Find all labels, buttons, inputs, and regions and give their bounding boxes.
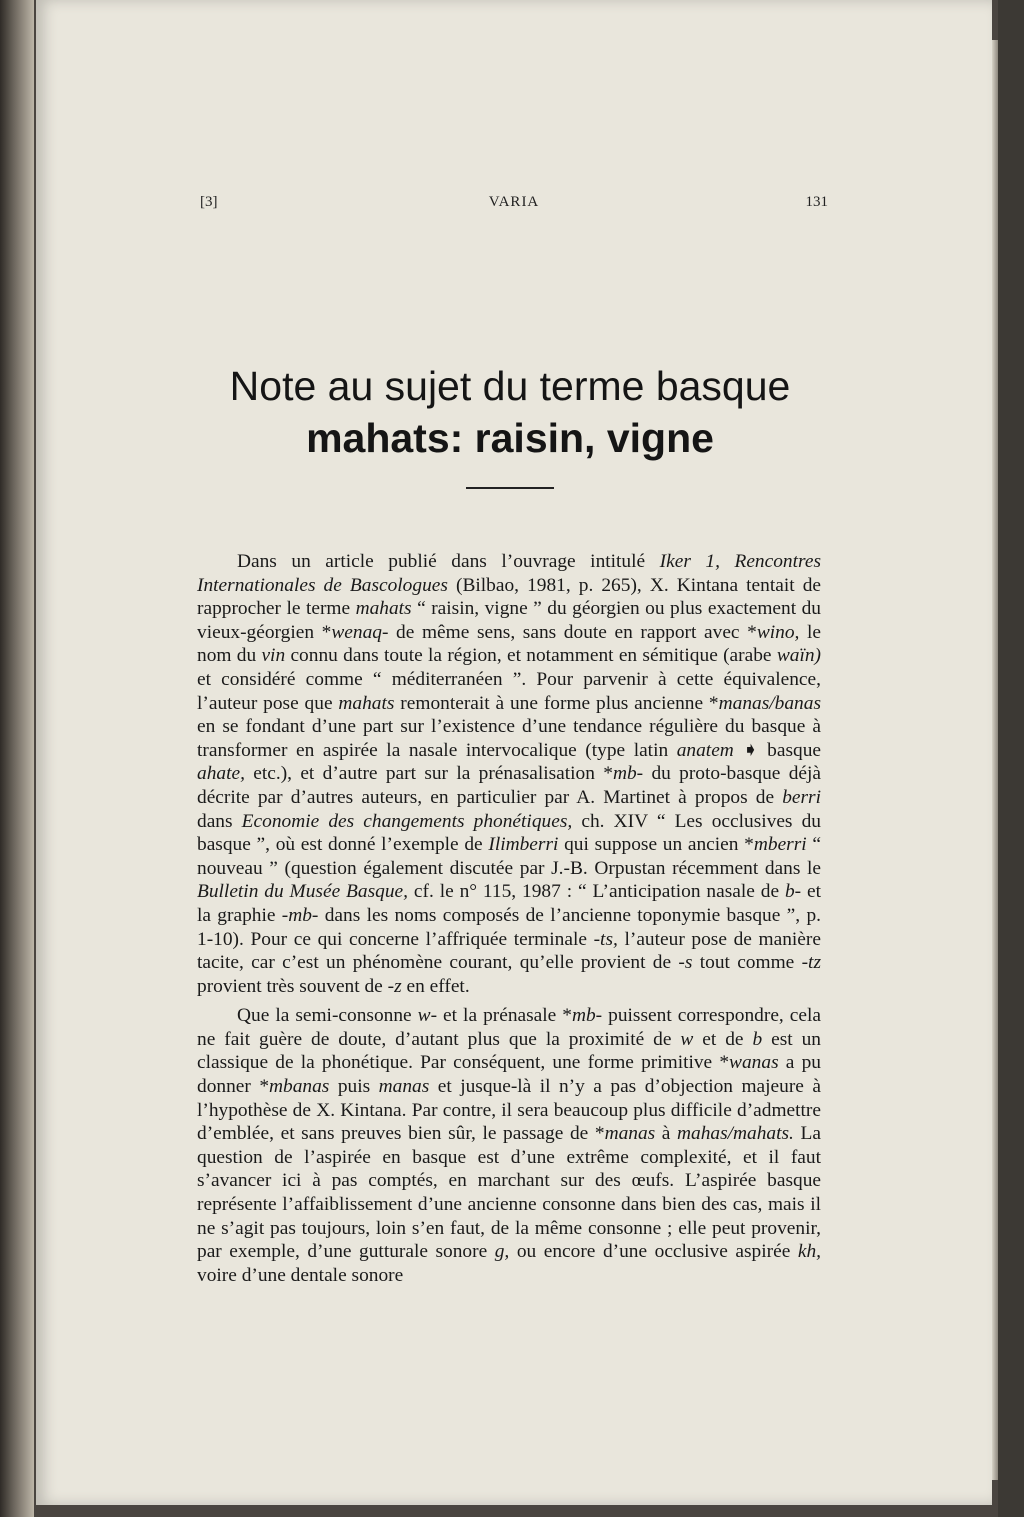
paragraph-2 [197, 1004, 821, 1287]
section-number: [3] [200, 194, 218, 210]
text-run: et la graphie [197, 881, 821, 926]
italic-term: manas [378, 1076, 430, 1098]
text-run: a pu donner * [197, 1052, 821, 1098]
text-run: Dans un article publié dans l’ouvrage intitulé [237, 551, 660, 572]
italic-term: wenaq- [331, 621, 389, 643]
italic-term: anatem [676, 739, 734, 761]
text-run: et de [693, 1028, 753, 1050]
italic-term: mahats [338, 692, 395, 714]
italic-term: mahas/mahats. [677, 1123, 794, 1145]
italic-term: ahate, [197, 763, 245, 785]
text-run: La question de l’aspirée en basque est d’une extrême complexité, et il faut s’avancer ici à pas comptés, en marchant sur des œufs. L’aspirée basque représente l’affaiblissement d’une ancienne consonne dans bien des cas, mais il ne s’agit pas toujours, loin s’en faut, de la même consonne ; elle peut provenir, par exemple, d’une gutturale sonore [197, 1123, 821, 1263]
text-run: du proto-basque déjà décrite par d’autres auteurs, en particulier par A. Martinet à propos de [197, 763, 821, 808]
text-run: et jusque-là il n’y a pas d’objection majeure à l’hypothèse de X. Kintana. Par contre, il sera beaucoup plus difficile d’admettre d’emblée, et sans preuves bien sûr, le passage de * [197, 1076, 821, 1145]
italic-term: Economie des changements phonétiques, [241, 810, 573, 832]
italic-term: -z [387, 975, 402, 997]
italic-term: wanas [729, 1052, 779, 1074]
italic-term: -s [678, 952, 693, 974]
italic-term: berri [782, 786, 821, 808]
italic-term: g, [494, 1241, 510, 1263]
text-run: est un classique de la phonétique. Par conséquent, une forme primitive * [197, 1028, 821, 1074]
italic-term: -ts, [593, 928, 618, 950]
italic-term: mberri [753, 834, 807, 856]
text-run: en se fondant d’une part sur l’existence d’une tendance régulière du basque à transformer en aspirée la nasale intervocalique (type latin [197, 716, 821, 761]
text-run: Que la semi-consonne [237, 1005, 418, 1027]
text-run: provient très souvent de [197, 975, 388, 997]
title-line-2: mahats: raisin, vigne [306, 415, 714, 461]
title-rule [466, 487, 554, 489]
text-run: ➧ basque [733, 739, 822, 761]
italic-term: kh, [797, 1241, 821, 1263]
background-right [998, 0, 1024, 1517]
italic-term: manas/banas [718, 692, 821, 714]
text-run: etc.), et d’autre part sur la prénasalisation * [244, 763, 613, 785]
text-run: dans les noms composés de l’ancienne toponymie basque ”, p. 1-10). Pour ce qui concerne l’affriquée terminale [197, 904, 821, 950]
italic-term: mahats [355, 598, 412, 620]
italic-term: Iker 1, Rencontres Internationales de Bascologues [197, 551, 821, 596]
text-run: à [655, 1123, 678, 1145]
italic-term: vin [261, 645, 286, 667]
italic-term: mb- [612, 763, 644, 785]
title-line-1: Note au sujet du terme basque [229, 363, 791, 409]
text-run: le nom du [197, 621, 822, 667]
article-body [197, 550, 821, 1287]
text-run: remonterait à une forme plus ancienne * [394, 692, 719, 714]
text-run: voire d’une dentale sonore [197, 1264, 404, 1286]
text-run: puis [329, 1076, 379, 1098]
italic-term: mb- [571, 1005, 603, 1027]
text-run: “ raisin, vigne ” du géorgien ou plus exactement du vieux-géorgien * [197, 598, 821, 643]
text-run: “ nouveau ” (question également discutée par J.-B. Orpustan récemment dans le [197, 834, 821, 879]
italic-term: waïn) [776, 645, 821, 667]
text-run: et considéré comme “ méditerranéen ”. Pour parvenir à cette équivalence, l’auteur pose que [197, 668, 821, 714]
text-run: cf. le n° 115, 1987 : “ L’anticipation nasale de [408, 881, 785, 903]
text-run: ch. XIV “ Les occlusives du basque ”, où est donné l’exemple de [197, 810, 821, 856]
text-run: l’auteur pose de manière tacite, car c’est un phénomène courant, qu’elle provient de [197, 928, 821, 974]
italic-term: mbanas [269, 1076, 330, 1098]
text-run: qui suppose un ancien * [558, 834, 754, 856]
page-number: 131 [805, 194, 828, 210]
facing-page-edge [0, 0, 34, 1517]
italic-term: Bulletin du Musée Basque, [197, 881, 408, 903]
italic-term: b- [784, 881, 802, 903]
italic-term: -mb- [281, 904, 319, 926]
text-run: dans [197, 810, 242, 832]
text-run: en effet. [401, 975, 470, 997]
text-run: et la prénasale * [437, 1005, 572, 1027]
text-run: connu dans toute la région, et notamment en sémitique (arabe [285, 645, 777, 667]
text-run: tout comme [692, 952, 802, 974]
italic-term: -tz [801, 952, 821, 974]
text-run: (Bilbao, 1981, p. 265), X. Kintana tentait de rapprocher le terme [197, 574, 821, 620]
text-run: de même sens, sans doute en rapport avec * [388, 621, 757, 643]
running-title: VARIA [488, 194, 540, 210]
article-title [140, 360, 880, 464]
text-run: ou encore d’une occlusive aspirée [509, 1241, 798, 1263]
italic-term: w- [417, 1005, 438, 1027]
text-run: puissent correspondre, cela ne fait guère de doute, d’autant plus que la proximité de [197, 1005, 821, 1050]
italic-term: wino, [756, 621, 800, 643]
italic-term: Ilimberri [488, 834, 559, 856]
paragraph-1 [197, 550, 821, 998]
italic-term: w [680, 1028, 694, 1050]
italic-term: manas [604, 1123, 656, 1145]
italic-term: b [752, 1028, 763, 1050]
